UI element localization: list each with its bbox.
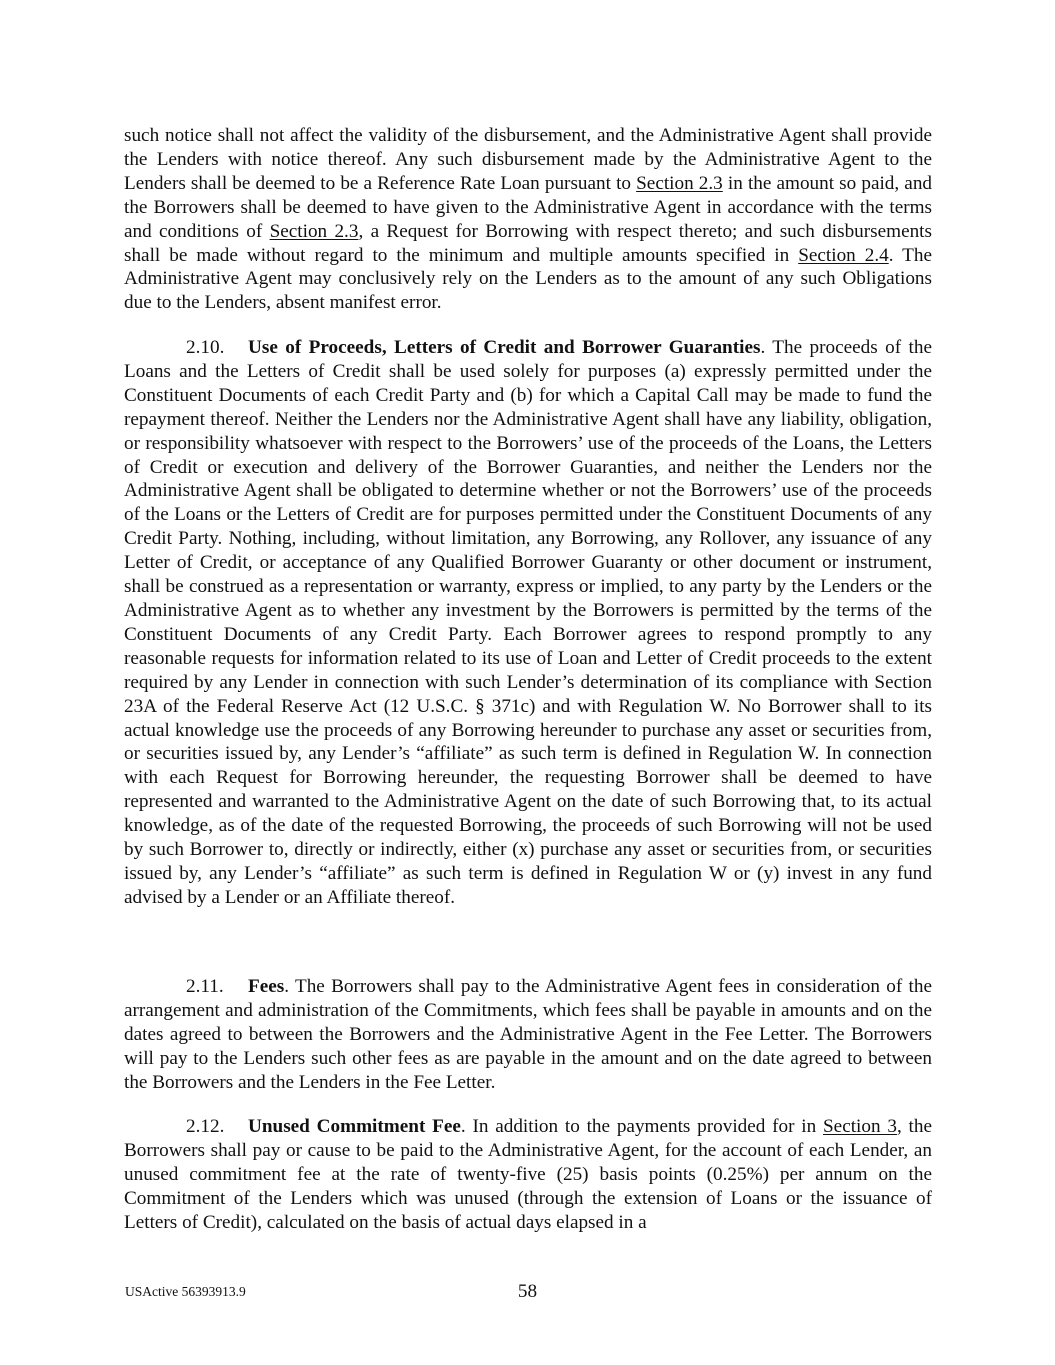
section-heading: Fees xyxy=(248,976,285,997)
section-heading: Use of Proceeds, Letters of Credit and Borrower Guaranties xyxy=(248,337,761,358)
section-number: 2.11. xyxy=(186,976,224,997)
section-body: . The Borrowers shall pay to the Administrative Agent fees in consideration of the arrangement and administration of the Commitments, which fees shall be payable in amounts and on the dates agreed to between the Borrowers and the Administrative Agent in the Fee Letter. The Borrowers will pay to the Lenders such other fees as are payable in the amount and on the date agreed to between the Borrowers and the Lenders in the Fee Letter. xyxy=(124,976,932,1093)
section-2-12 xyxy=(124,1115,932,1235)
section-reference: Section 3 xyxy=(823,1116,897,1137)
paragraph-continuation xyxy=(124,124,932,315)
document-id: USActive 56393913.9 xyxy=(125,1284,246,1299)
section-number: 2.10. xyxy=(186,337,225,358)
section-reference: Section 2.3 xyxy=(636,172,723,194)
text-run: . The Administrative Agent may conclusively rely on the Lenders as to the amount of any such Obligations due to the Lenders, absent manifest error. xyxy=(124,244,933,314)
section-reference: Section 2.4 xyxy=(798,244,889,266)
section-body: . The proceeds of the Loans and the Letters of Credit shall be used solely for purposes (a) expressly permitted under the Constituent Documents of each Credit Party and (b) for which a Capital Call may be made to fund the repayment thereof. Neither the Lenders nor the Administrative Agent shall have any liability, obligation, or responsibility whatsoever with respect to the Borrowers’ use of the proceeds of the Loans, the Letters of Credit or execution and delivery of the Borrower Guaranties, and neither the Lenders nor the Administrative Agent shall be obligated to determine whether or not the Borrowers’ use of the proceeds of the Loans or the Letters of Credit are for purposes permitted under the Constituent Documents of any Credit Party. Nothing, including, without limitation, any Borrowing, any Rollover, any issuance of any Letter of Credit, or acceptance of any Qualified Borrower Guaranty or other document or instrument, shall be construed as a representation or warranty, express or implied, to any party by the Lenders or the Administrative Agent as to whether any investment by the Borrowers is permitted by the terms of the Constituent Documents of any Credit Party. Each Borrower agrees to respond promptly to any reasonable requests for information related to its use of Loan and Letter of Credit proceeds to the extent required by any Lender in connection with such Lender’s determination of its compliance with Section 23A of the Federal Reserve Act (12 U.S.C. § 371c) and with Regulation W. No Borrower shall to its actual knowledge use the proceeds of any Borrowing hereunder to purchase any asset or securities from, or securities issued by, any Lender’s “affiliate” as such term is defined in Regulation W. In connection with each Request for Borrowing hereunder, the requesting Borrower shall be deemed to have represented and warranted to the Administrative Agent on the date of such Borrowing that, to its actual knowledge, as of the date of the requested Borrowing, the proceeds of such Borrowing will not be used by such Borrower to, directly or indirectly, either (x) purchase any asset or securities from, or securities issued by, any Lender’s “affiliate” as such term is defined in Regulation W or (y) invest in any fund advised by a Lender or an Affiliate thereof. xyxy=(124,337,932,908)
section-2-11 xyxy=(124,975,932,1095)
text-run: , a Request for Borrowing with respect thereto; and such disbursements shall be made without regard to the minimum and multiple amounts specified in xyxy=(124,220,932,266)
section-number: 2.12. xyxy=(186,1116,225,1137)
text-run: such notice shall not affect the validity of the disbursement, and the Administrative Agent shall provide the Lenders with notice thereof. Any such disbursement made by the Administrative Agent to the Lenders shall be deemed to be a Reference Rate Loan pursuant to xyxy=(124,125,932,194)
page-number: 58 xyxy=(517,1281,538,1302)
text-run: in the amount so paid, and the Borrowers shall be deemed to have given to the Administrative Agent in accordance with the terms and conditions of xyxy=(124,172,933,242)
section-heading: Unused Commitment Fee xyxy=(248,1116,461,1137)
section-body: , the Borrowers shall pay or cause to be paid to the Administrative Agent, for the account of each Lender, an unused commitment fee at the rate of twenty-five (25) basis points (0.25%) per annum on the Commitment of the Lenders which was unused (through the extension of Loans or the issuance of Letters of Credit), calculated on the basis of actual days elapsed in a xyxy=(124,1116,932,1233)
section-reference: Section 2.3 xyxy=(269,220,359,242)
section-body: . In addition to the payments provided for in xyxy=(460,1116,824,1137)
section-2-10 xyxy=(124,336,932,910)
